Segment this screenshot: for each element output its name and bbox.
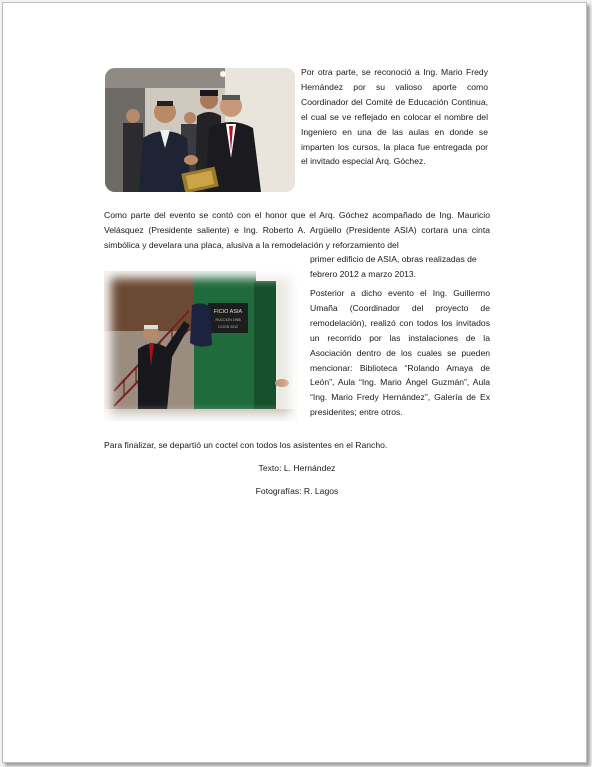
plaque-line-3: CCION 2012 xyxy=(217,325,239,329)
photo-credit: Fotografías: R. Lagos xyxy=(255,486,339,496)
plaque-line-2: RUCCION 1958 xyxy=(215,318,241,322)
award-photo-illustration xyxy=(105,68,295,192)
closing-paragraph: Para finalizar, se departió un coctel con todos los asistentes en el Rancho. xyxy=(104,440,388,450)
plaque-unveiling-photo xyxy=(104,271,297,421)
award-photo xyxy=(105,68,295,192)
text-credit: Texto: L. Hernández xyxy=(258,463,336,473)
ribbon-cutting-paragraph-continued: primer edificio de ASIA, obras realizadas de febrero 2012 a marzo 2013. xyxy=(310,254,477,279)
plaque-line-1: FICIO ASIA xyxy=(213,309,243,315)
tour-paragraph: Posterior a dicho evento el Ing. Guillermo Umaña (Coordinador del proyecto de remodelación), realizó con todos los invitados un recorrido por las instalaciones de la Asociación dentro de los cuales se pueden mencionar: Biblioteca “Rolando Amaya de León”, Aula “Ing. Mario Ángel Guzmán”, Aula “Ing. Mario Fredy Hernández”, Galería de Ex presidentes; entre otros. xyxy=(310,288,490,418)
plaque-unveiling-illustration xyxy=(104,271,297,421)
document-page xyxy=(2,2,587,763)
recognition-paragraph: Por otra parte, se reconoció a Ing. Mario Fredy Hernández por su valioso aporte como Coordinador del Comité de Educación Continua, el cual se ve reflejado en colocar el nombre del Ingeniero en una de las aulas en donde se imparten los cursos, la placa fue entregada por el invitado especial Arq. Góchez. xyxy=(301,67,488,167)
ribbon-cutting-paragraph: Como parte del evento se contó con el honor que el Arq. Góchez acompañado de Ing. Mauricio Velásquez (Presidente saliente) e Ing. Roberto A. Argüello (Presidente ASIA) cortara una cinta simbólica y develara una placa, alusiva a la remodelación y reforzamiento del xyxy=(104,210,490,250)
